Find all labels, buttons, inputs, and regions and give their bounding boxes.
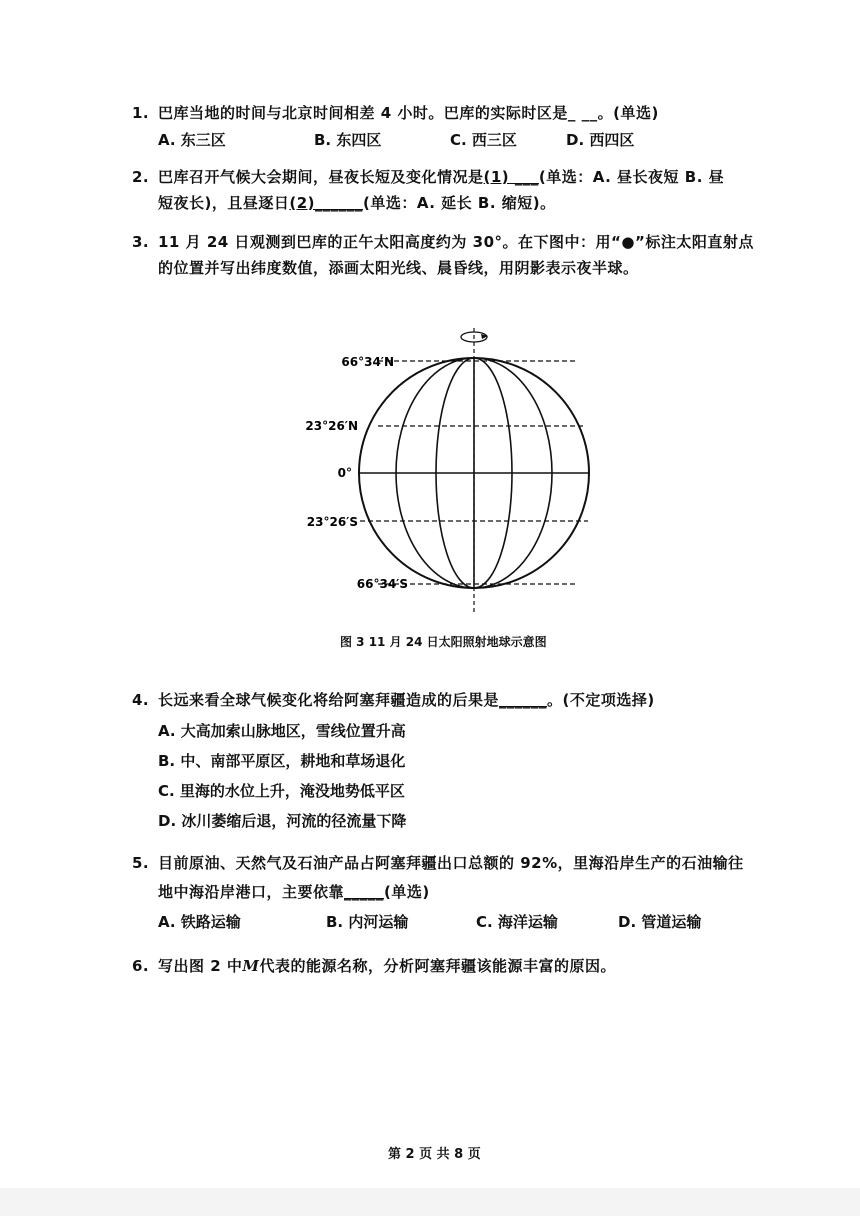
- label-equator: 0°: [337, 466, 352, 480]
- question-text: 长远来看全球气候变化将给阿塞拜疆造成的后果是: [158, 691, 500, 709]
- question-text-tail: 。(不定项选择): [547, 691, 655, 709]
- scan-bottom-edge: [0, 1188, 860, 1216]
- q4-option-c[interactable]: C. 里海的水位上升，淹没地势低平区: [158, 782, 405, 800]
- question-text: 11 月 24 日观测到巴库的正午太阳高度约为 30°。在下图中：用“●”标注太阳直射点: [158, 233, 754, 251]
- question-text: 巴库召开气候大会期间，昼夜长短及变化情况是: [158, 168, 484, 186]
- question-number: 2.: [132, 168, 150, 186]
- question-2-line-1: [132, 167, 724, 187]
- q1-option-a[interactable]: A. 东三区: [158, 131, 226, 149]
- label-arctic-circle: 66°34′N: [341, 355, 394, 369]
- q5-option-b[interactable]: B. 内河运输: [326, 913, 409, 931]
- answer-blank[interactable]: _____: [344, 883, 385, 901]
- q5-option-a[interactable]: A. 铁路运输: [158, 913, 241, 931]
- q4-option-b[interactable]: B. 中、南部平原区，耕地和草场退化: [158, 752, 406, 770]
- question-text: 目前原油、天然气及石油产品占阿塞拜疆出口总额的 92%，里海沿岸生产的石油输往: [158, 854, 744, 872]
- question-6: [132, 956, 616, 976]
- variable-m: M: [242, 957, 260, 975]
- q1-option-b[interactable]: B. 东四区: [314, 131, 382, 149]
- question-number: 3.: [132, 233, 150, 251]
- question-text-tail: 代表的能源名称，分析阿塞拜疆该能源丰富的原因。: [259, 957, 617, 975]
- question-text-tail: 。(单选): [597, 104, 659, 122]
- q5-option-d[interactable]: D. 管道运输: [618, 913, 702, 931]
- q4-option-a[interactable]: A. 大高加索山脉地区，雪线位置升高: [158, 722, 406, 740]
- figure-caption: 图 3 11 月 24 日太阳照射地球示意图: [340, 635, 547, 649]
- question-number: 6.: [132, 957, 150, 975]
- question-text: 地中海沿岸港口，主要依靠: [158, 883, 345, 901]
- label-antarctic-circle: 66°34′S: [356, 577, 408, 591]
- question-3-line-2: 的位置并写出纬度数值，添画太阳光线、晨昏线，用阴影表示夜半球。: [158, 259, 639, 277]
- question-5-line-2: [158, 882, 430, 902]
- globe-figure[interactable]: [300, 322, 620, 622]
- question-text: 写出图 2 中: [158, 957, 243, 975]
- q4-option-d[interactable]: D. 冰川萎缩后退，河流的径流量下降: [158, 812, 407, 830]
- question-text-tail: (单选): [384, 883, 430, 901]
- q1-option-d[interactable]: D. 西四区: [566, 131, 635, 149]
- answer-blank[interactable]: _ __: [567, 104, 598, 122]
- question-text: 短夜长)，且昼逐日: [158, 194, 290, 212]
- question-text-tail: (单选：A. 延长 B. 缩短)。: [363, 194, 556, 212]
- question-text: 巴库当地的时间与北京时间相差 4 小时。巴库的实际时区是: [158, 104, 568, 122]
- page-footer: 第 2 页 共 8 页: [388, 1147, 481, 1162]
- label-tropic-capricorn: 23°26′S: [306, 515, 358, 529]
- label-tropic-cancer: 23°26′N: [305, 419, 358, 433]
- question-number: 1.: [132, 104, 150, 122]
- answer-blank[interactable]: ______: [499, 691, 548, 709]
- question-number: 5.: [132, 854, 150, 872]
- answer-blank-1[interactable]: (1) ___: [483, 168, 539, 186]
- question-1: [132, 103, 659, 123]
- question-text-tail: (单选：A. 昼长夜短 B. 昼: [538, 168, 725, 186]
- question-5-line-1: [132, 853, 744, 873]
- question-3-line-1: [132, 232, 754, 252]
- q1-option-c[interactable]: C. 西三区: [450, 131, 517, 149]
- question-4: [132, 690, 655, 710]
- question-number: 4.: [132, 691, 150, 709]
- q5-option-c[interactable]: C. 海洋运输: [476, 913, 558, 931]
- question-2-line-2: [158, 193, 556, 213]
- answer-blank-2[interactable]: (2)______: [289, 194, 364, 212]
